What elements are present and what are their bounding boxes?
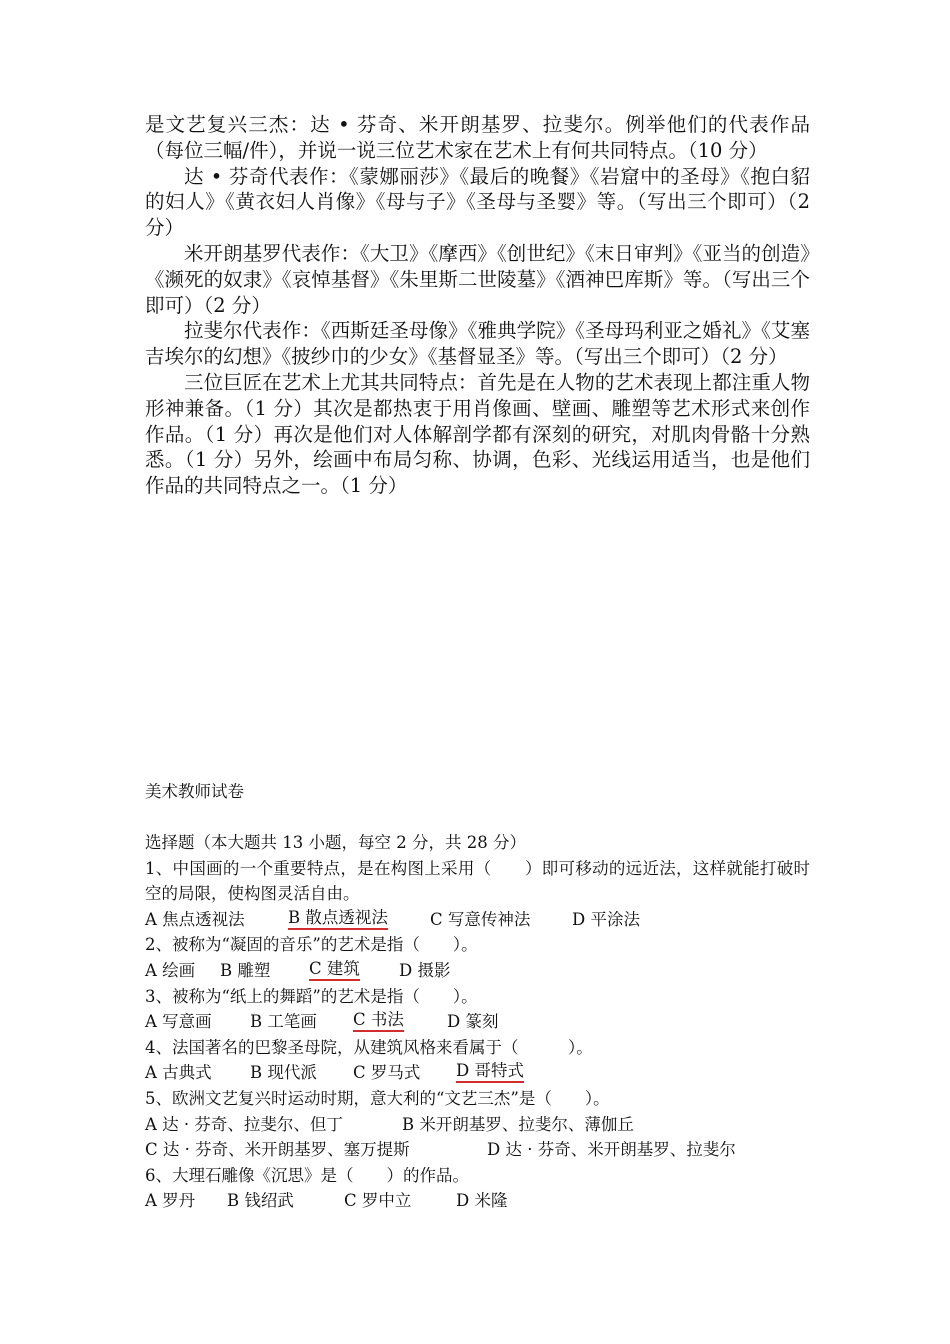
question-text: 2、被称为“凝固的音乐”的艺术是指（ ）。 [145,935,478,955]
option: A 写意画 [145,1012,212,1032]
question-text: 1、中国画的一个重要特点，是在构图上采用（ ）即可移动的远近法，这样就能打破时空的局限，使构图灵活自由。 [145,858,810,904]
question-text: 4、法国著名的巴黎圣母院，从建筑风格来看属于（ ）。 [145,1037,593,1057]
option-row [145,1060,810,1086]
option: D 平涂法 [572,909,640,929]
answer-option: C 书法 [353,1009,404,1032]
option: D 摄影 [399,960,451,980]
option: C 写意传神法 [430,909,531,929]
answer-option: D 哥特式 [456,1060,524,1083]
option: C 罗马式 [353,1063,421,1083]
davinci-works-paragraph: 达 • 芬奇代表作：《蒙娜丽莎》《最后的晚餐》《岩窟中的圣母》《抱白貂的妇人》《黄衣妇人肖像》《母与子》《圣母与圣婴》等。（写出三个即可）（2 分） [145,164,810,240]
option: D 篆刻 [447,1012,499,1032]
question-list [145,856,810,1214]
option-row [145,1112,810,1138]
option: C 达 · 芬奇、米开朗基罗、塞万提斯 [145,1140,410,1160]
option-row [145,1137,810,1163]
option-row [145,1188,810,1214]
essay-question-paragraph: 是文艺复兴三杰：达 • 芬奇、米开朗基罗、拉斐尔。例举他们的代表作品（每位三幅/件），并说一说三位艺术家在艺术上有何共同特点。（10 分） [145,113,810,162]
option: D 达 · 芬奇、米开朗基罗、拉斐尔 [487,1140,736,1160]
option: C 罗中立 [344,1191,412,1211]
answer-option: B 散点透视法 [288,907,388,930]
option: A 古典式 [145,1063,212,1083]
question-text: 6、大理石雕像《沉思》是（ ）的作品。 [145,1165,469,1185]
option: B 米开朗基罗、拉斐尔、薄伽丘 [402,1114,634,1134]
essay-answer-block [145,112,810,499]
raphael-works-paragraph: 拉斐尔代表作：《西斯廷圣母像》《雅典学院》《圣母玛利亚之婚礼》《艾塞吉埃尔的幻想》《披纱巾的少女》《基督显圣》等。（写出三个即可）（2 分） [145,319,810,369]
option: A 罗丹 [145,1191,196,1211]
option-row [145,907,810,933]
option: D 米隆 [456,1191,508,1211]
option: B 工笔画 [250,1012,317,1032]
exam-title: 美术教师试卷 [145,782,244,801]
option-row [145,958,810,984]
question-text: 3、被称为“纸上的舞蹈”的艺术是指（ ）。 [145,986,478,1006]
common-features-paragraph: 三位巨匠在艺术上尤其共同特点：首先是在人物的艺术表现上都注重人物形神兼备。（1 分）其次是都热衷于用肖像画、壁画、雕塑等艺术形式来创作作品。（1 分）再次是他们对人体解剖学都有深刻的研究，对肌肉骨骼十分熟悉。（1 分）另外，绘画中布局匀称、协调，色彩、光线运用适当，也是他们作品的共同特点之一。（1 分） [145,370,810,498]
option: A 达 · 芬奇、拉斐尔、但丁 [145,1114,343,1134]
option: A 绘画 [145,960,196,980]
question-text: 5、欧洲文艺复兴时运动时期，意大利的“文艺三杰”是（ ）。 [145,1088,610,1108]
option: B 现代派 [250,1063,317,1083]
option-row [145,1009,810,1035]
answer-option: C 建筑 [309,958,360,981]
michelangelo-works-paragraph: 米开朗基罗代表作：《大卫》《摩西》《创世纪》《末日审判》《亚当的创造》《濒死的奴隶》《哀悼基督》《朱里斯二世陵墓》《酒神巴库斯》等。（写出三个即可）（2 分） [145,241,810,317]
option: B 钱绍武 [227,1191,294,1211]
option: A 焦点透视法 [145,909,245,929]
section-heading: 选择题（本大题共 13 小题，每空 2 分，共 28 分） [145,833,526,852]
exam-section [145,780,810,1214]
option: B 雕塑 [220,960,271,980]
